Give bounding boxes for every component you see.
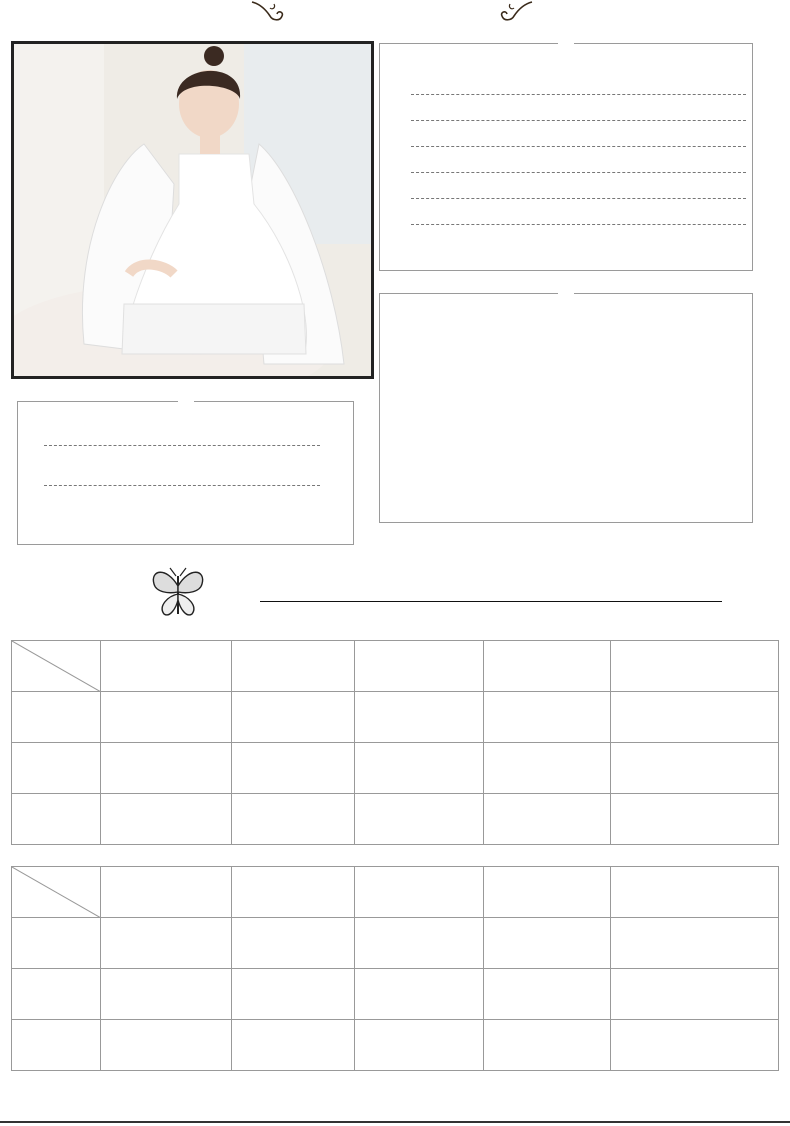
value-cell [484,794,611,845]
table-header-row [12,641,779,692]
column-header [231,867,354,918]
value-cell [354,918,484,969]
table-row [12,743,779,794]
value-cell [100,692,231,743]
value-cell [354,692,484,743]
value-cell [611,692,779,743]
value-cell [484,692,611,743]
index-title [558,288,574,304]
value-cell [100,918,231,969]
section-header [0,0,790,28]
model-size [44,504,320,528]
value-cell [231,743,354,794]
product-photo [11,41,374,379]
value-cell [354,969,484,1020]
size-table-camisole [11,640,779,845]
model-info-box [17,401,354,545]
value-cell [484,969,611,1020]
parameter-title [558,38,574,54]
value-cell [354,743,484,794]
param-row [411,151,746,173]
divider [260,601,722,602]
value-cell [100,794,231,845]
value-cell [611,743,779,794]
size-cell [12,969,101,1020]
parameter-box [379,43,753,271]
value-cell [231,918,354,969]
value-cell [100,743,231,794]
value-cell [611,1020,779,1071]
corner-cell [12,867,101,918]
value-cell [100,969,231,1020]
table-row [12,969,779,1020]
model-box-title [178,396,194,412]
value-cell [231,794,354,845]
param-row [411,125,746,147]
value-cell [231,692,354,743]
bottom-divider [0,1121,790,1123]
param-row [411,99,746,121]
size-table-robe [11,866,779,1071]
table-row [12,918,779,969]
column-header [611,867,779,918]
table-header-row [12,867,779,918]
value-cell [231,969,354,1020]
column-header [100,867,231,918]
value-cell [100,1020,231,1071]
value-cell [611,918,779,969]
index-box [379,293,753,523]
value-cell [354,794,484,845]
swirl-ornament-icon [250,0,290,26]
column-header [231,641,354,692]
column-header [100,641,231,692]
value-cell [484,1020,611,1071]
param-row [411,229,746,251]
size-cell [12,692,101,743]
column-header [484,641,611,692]
size-chart-header [64,566,724,620]
param-row [411,73,746,95]
value-cell [231,1020,354,1071]
corner-cell [12,641,101,692]
model-height [44,422,320,446]
value-cell [354,1020,484,1071]
column-header [611,641,779,692]
param-row [411,203,746,225]
table-row [12,1020,779,1071]
table-row [12,794,779,845]
size-cell [12,794,101,845]
table-row [12,692,779,743]
size-cell [12,1020,101,1071]
swirl-ornament-icon [494,0,534,26]
value-cell [611,794,779,845]
model-weight [44,462,320,486]
param-row [411,177,746,199]
column-header [354,641,484,692]
value-cell [484,918,611,969]
size-cell [12,918,101,969]
value-cell [484,743,611,794]
column-header [354,867,484,918]
size-cell [12,743,101,794]
value-cell [611,969,779,1020]
column-header [484,867,611,918]
butterfly-icon [148,566,208,620]
